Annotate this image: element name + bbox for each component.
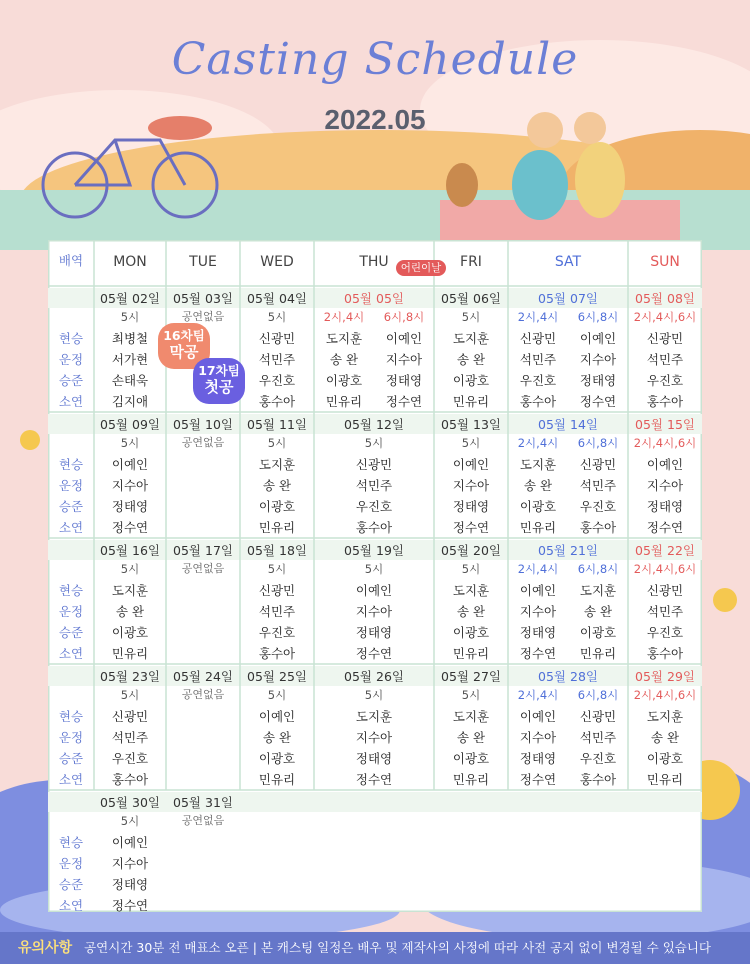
- cast-name: 이예인: [111, 835, 149, 850]
- cast-name: 송 완: [650, 730, 680, 745]
- header-thu: THU: [359, 254, 389, 270]
- date-label: 05월 31일: [173, 795, 233, 810]
- header-mon: MON: [113, 254, 147, 270]
- cast-name: 민유리: [579, 646, 617, 661]
- cast-name: 도지훈: [519, 457, 557, 472]
- cast-name: 이광호: [452, 373, 490, 388]
- cast-name: 정태영: [579, 373, 617, 388]
- cast-name: 신광민: [355, 457, 393, 472]
- cast-name: 송 완: [456, 352, 486, 367]
- date-label: 05월 29일: [635, 669, 695, 684]
- cast-name: 신광민: [646, 583, 684, 598]
- date-label: 05월 22일: [635, 543, 695, 558]
- cast-name: 지수아: [111, 856, 149, 871]
- cast-name: 이광호: [111, 625, 149, 640]
- cast-name: 신광민: [646, 331, 684, 346]
- role-label: 운정: [58, 352, 84, 367]
- role-label: 소연: [58, 898, 84, 913]
- cast-name: 도지훈: [452, 331, 490, 346]
- cast-name: 민유리: [325, 394, 363, 409]
- cast-name: 우진호: [258, 625, 296, 640]
- no-show-label: 공연없음: [181, 310, 225, 323]
- cast-name: 이광호: [452, 625, 490, 640]
- header-wed: WED: [260, 254, 294, 270]
- header-sat: SAT: [554, 254, 582, 270]
- show-time: 5시: [120, 688, 140, 702]
- show-time: 2시,4시: [517, 436, 559, 450]
- cast-name: 우진호: [579, 751, 617, 766]
- cast-name: 석민주: [258, 604, 296, 619]
- header-tue: TUE: [189, 254, 217, 270]
- date-label: 05월 08일: [635, 291, 695, 306]
- cast-name: 송 완: [115, 604, 145, 619]
- cast-name: 민유리: [452, 772, 490, 787]
- show-time: 5시: [364, 688, 384, 702]
- cast-name: 신광민: [258, 583, 296, 598]
- cast-name: 지수아: [646, 478, 684, 493]
- cast-name: 송 완: [262, 730, 292, 745]
- cast-name: 정태영: [111, 877, 149, 892]
- cast-name: 지수아: [519, 730, 557, 745]
- show-time: 5시: [364, 562, 384, 576]
- role-label: 소연: [58, 646, 84, 661]
- role-label: 현승: [58, 331, 84, 346]
- show-time: 5시: [267, 310, 287, 324]
- show-time: 2시,4시: [517, 310, 559, 324]
- cast-name: 지수아: [579, 352, 617, 367]
- cast-name: 민유리: [258, 772, 296, 787]
- date-label: 05월 26일: [344, 669, 404, 684]
- show-time: 6시,8시: [383, 310, 425, 324]
- page-title: Casting Schedule: [171, 34, 579, 85]
- show-time: 5시: [461, 562, 481, 576]
- cast-name: 우진호: [519, 373, 557, 388]
- header-role: 배역: [58, 253, 84, 268]
- role-label: 운정: [58, 478, 84, 493]
- no-show-label: 공연없음: [181, 562, 225, 575]
- cast-name: 도지훈: [452, 709, 490, 724]
- cast-name: 홍수아: [111, 772, 149, 787]
- cast-name: 정수연: [355, 646, 393, 661]
- show-time: 5시: [364, 436, 384, 450]
- show-time: 2시,4시,6시: [633, 436, 697, 450]
- show-time: 5시: [120, 814, 140, 828]
- role-label: 현승: [58, 835, 84, 850]
- cast-name: 도지훈: [111, 583, 149, 598]
- cast-name: 홍수아: [579, 520, 617, 535]
- cast-name: 우진호: [646, 373, 684, 388]
- show-time: 5시: [120, 562, 140, 576]
- cast-name: 홍수아: [579, 772, 617, 787]
- cast-name: 지수아: [111, 478, 149, 493]
- cast-name: 이광호: [258, 751, 296, 766]
- show-time: 5시: [461, 436, 481, 450]
- cast-name: 석민주: [579, 730, 617, 745]
- cast-name: 이광호: [646, 751, 684, 766]
- no-show-label: 공연없음: [181, 814, 225, 827]
- show-time: 2시,4시,6시: [633, 688, 697, 702]
- cast-name: 지수아: [452, 478, 490, 493]
- cast-name: 이예인: [646, 457, 684, 472]
- show-time: 2시,4시,6시: [633, 310, 697, 324]
- cast-name: 이예인: [519, 709, 557, 724]
- cast-name: 홍수아: [258, 394, 296, 409]
- date-label: 05월 09일: [100, 417, 160, 432]
- cast-name: 석민주: [355, 478, 393, 493]
- role-label: 소연: [58, 520, 84, 535]
- show-time: 5시: [120, 310, 140, 324]
- cast-name: 정수연: [385, 394, 423, 409]
- date-label: 05월 11일: [247, 417, 307, 432]
- role-label: 소연: [58, 772, 84, 787]
- cast-name: 지수아: [519, 604, 557, 619]
- date-label: 05월 07일: [538, 291, 598, 306]
- notice-bar: [0, 932, 750, 964]
- cast-name: 지수아: [385, 352, 423, 367]
- cast-name: 이광호: [258, 499, 296, 514]
- date-label: 05월 20일: [441, 543, 501, 558]
- cast-name: 지수아: [355, 730, 393, 745]
- cast-name: 정태영: [452, 499, 490, 514]
- cast-name: 석민주: [646, 352, 684, 367]
- show-time: 6시,8시: [577, 562, 619, 576]
- cast-name: 정수연: [519, 646, 557, 661]
- badge-16th-team-last-show: 16차팀 막공: [158, 323, 210, 369]
- cast-name: 정수연: [579, 394, 617, 409]
- date-label: 05월 27일: [441, 669, 501, 684]
- notice-label: 유의사항: [18, 940, 73, 956]
- holiday-tag: 어린이날: [396, 260, 446, 276]
- date-label: 05월 28일: [538, 669, 598, 684]
- show-time: 5시: [267, 562, 287, 576]
- cast-name: 이광호: [579, 625, 617, 640]
- role-label: 승준: [58, 625, 84, 640]
- cast-name: 석민주: [111, 730, 149, 745]
- show-time: 6시,8시: [577, 310, 619, 324]
- date-label: 05월 18일: [247, 543, 307, 558]
- cast-name: 이예인: [111, 457, 149, 472]
- cast-name: 홍수아: [355, 520, 393, 535]
- cast-name: 민유리: [452, 646, 490, 661]
- cast-name: 도지훈: [325, 331, 363, 346]
- cast-name: 정수연: [646, 520, 684, 535]
- cast-name: 도지훈: [452, 583, 490, 598]
- date-label: 05월 03일: [173, 291, 233, 306]
- cast-name: 도지훈: [355, 709, 393, 724]
- date-label: 05월 06일: [441, 291, 501, 306]
- date-label: 05월 05일: [344, 291, 404, 306]
- show-time: 5시: [461, 688, 481, 702]
- role-label: 현승: [58, 583, 84, 598]
- date-label: 05월 04일: [247, 291, 307, 306]
- role-label: 승준: [58, 373, 84, 388]
- no-show-label: 공연없음: [181, 688, 225, 701]
- show-time: 5시: [461, 310, 481, 324]
- role-label: 승준: [58, 877, 84, 892]
- cast-name: 민유리: [519, 520, 557, 535]
- cast-name: 송 완: [583, 604, 613, 619]
- cast-name: 서가현: [111, 352, 149, 367]
- cast-name: 정태영: [355, 751, 393, 766]
- show-time: 2시,4시: [323, 310, 365, 324]
- show-time: 5시: [267, 436, 287, 450]
- cast-name: 정태영: [519, 751, 557, 766]
- cast-name: 홍수아: [258, 646, 296, 661]
- date-label: 05월 15일: [635, 417, 695, 432]
- cast-name: 정태영: [646, 499, 684, 514]
- cast-name: 정수연: [111, 520, 149, 535]
- cast-name: 정수연: [111, 898, 149, 913]
- cast-name: 정수연: [519, 772, 557, 787]
- date-label: 05월 19일: [344, 543, 404, 558]
- show-time: 6시,8시: [577, 688, 619, 702]
- cast-name: 이광호: [519, 499, 557, 514]
- cast-name: 이예인: [385, 331, 423, 346]
- cast-name: 민유리: [646, 772, 684, 787]
- header-fri: FRI: [460, 254, 482, 270]
- no-show-label: 공연없음: [181, 436, 225, 449]
- date-label: 05월 25일: [247, 669, 307, 684]
- cast-name: 민유리: [111, 646, 149, 661]
- cast-name: 이예인: [355, 583, 393, 598]
- badge-17th-team-first-show: 17차팀 첫공: [193, 358, 245, 404]
- date-label: 05월 10일: [173, 417, 233, 432]
- cast-name: 신광민: [519, 331, 557, 346]
- role-label: 현승: [58, 457, 84, 472]
- cast-name: 손태욱: [111, 373, 149, 388]
- show-time: 2시,4시: [517, 562, 559, 576]
- cast-name: 석민주: [579, 478, 617, 493]
- date-label: 05월 02일: [100, 291, 160, 306]
- cast-name: 신광민: [258, 331, 296, 346]
- cast-name: 정수연: [355, 772, 393, 787]
- cast-name: 신광민: [111, 709, 149, 724]
- cast-name: 도지훈: [646, 709, 684, 724]
- cast-name: 지수아: [355, 604, 393, 619]
- role-label: 승준: [58, 751, 84, 766]
- cast-name: 우진호: [355, 499, 393, 514]
- cast-name: 이예인: [258, 709, 296, 724]
- date-label: 05월 30일: [100, 795, 160, 810]
- cast-name: 정태영: [111, 499, 149, 514]
- cast-name: 이예인: [579, 331, 617, 346]
- cast-name: 정태영: [385, 373, 423, 388]
- date-label: 05월 23일: [100, 669, 160, 684]
- cast-name: 우진호: [579, 499, 617, 514]
- date-label: 05월 14일: [538, 417, 598, 432]
- schedule-month: 2022.05: [324, 104, 426, 135]
- cast-name: 송 완: [456, 730, 486, 745]
- show-time: 6시,8시: [577, 436, 619, 450]
- date-label: 05월 24일: [173, 669, 233, 684]
- role-label: 승준: [58, 499, 84, 514]
- date-label: 05월 21일: [538, 543, 598, 558]
- cast-name: 우진호: [111, 751, 149, 766]
- cast-name: 이광호: [325, 373, 363, 388]
- notice-text: 공연시간 30분 전 매표소 오픈 | 본 캐스팅 일정은 배우 및 제작사의 사정에 따라 사전 공지 없이 변경될 수 있습니다: [84, 940, 712, 955]
- cast-name: 우진호: [646, 625, 684, 640]
- cast-name: 석민주: [646, 604, 684, 619]
- role-label: 소연: [58, 394, 84, 409]
- cast-name: 신광민: [579, 709, 617, 724]
- cast-name: 이예인: [452, 457, 490, 472]
- role-label: 운정: [58, 604, 84, 619]
- cast-name: 김지애: [111, 394, 149, 409]
- show-time: 5시: [120, 436, 140, 450]
- role-label: 운정: [58, 856, 84, 871]
- cast-name: 민유리: [452, 394, 490, 409]
- role-label: 현승: [58, 709, 84, 724]
- cast-name: 정수연: [452, 520, 490, 535]
- cast-name: 이광호: [452, 751, 490, 766]
- cast-name: 최병철: [111, 331, 149, 346]
- cast-name: 이예인: [519, 583, 557, 598]
- show-time: 2시,4시: [517, 688, 559, 702]
- header-sun: SUN: [650, 254, 680, 270]
- date-label: 05월 12일: [344, 417, 404, 432]
- cast-name: 홍수아: [519, 394, 557, 409]
- cast-name: 송 완: [523, 478, 553, 493]
- cast-name: 송 완: [329, 352, 359, 367]
- cast-name: 우진호: [258, 373, 296, 388]
- cast-name: 신광민: [579, 457, 617, 472]
- cast-name: 홍수아: [646, 646, 684, 661]
- cast-name: 석민주: [258, 352, 296, 367]
- cast-name: 홍수아: [646, 394, 684, 409]
- role-label: 운정: [58, 730, 84, 745]
- cast-name: 민유리: [258, 520, 296, 535]
- show-time: 5시: [267, 688, 287, 702]
- cast-name: 송 완: [262, 478, 292, 493]
- cast-name: 정태영: [355, 625, 393, 640]
- show-time: 2시,4시,6시: [633, 562, 697, 576]
- date-label: 05월 16일: [100, 543, 160, 558]
- cast-name: 도지훈: [579, 583, 617, 598]
- date-label: 05월 17일: [173, 543, 233, 558]
- date-label: 05월 13일: [441, 417, 501, 432]
- cast-name: 도지훈: [258, 457, 296, 472]
- cast-name: 송 완: [456, 604, 486, 619]
- cast-name: 석민주: [519, 352, 557, 367]
- cast-name: 정태영: [519, 625, 557, 640]
